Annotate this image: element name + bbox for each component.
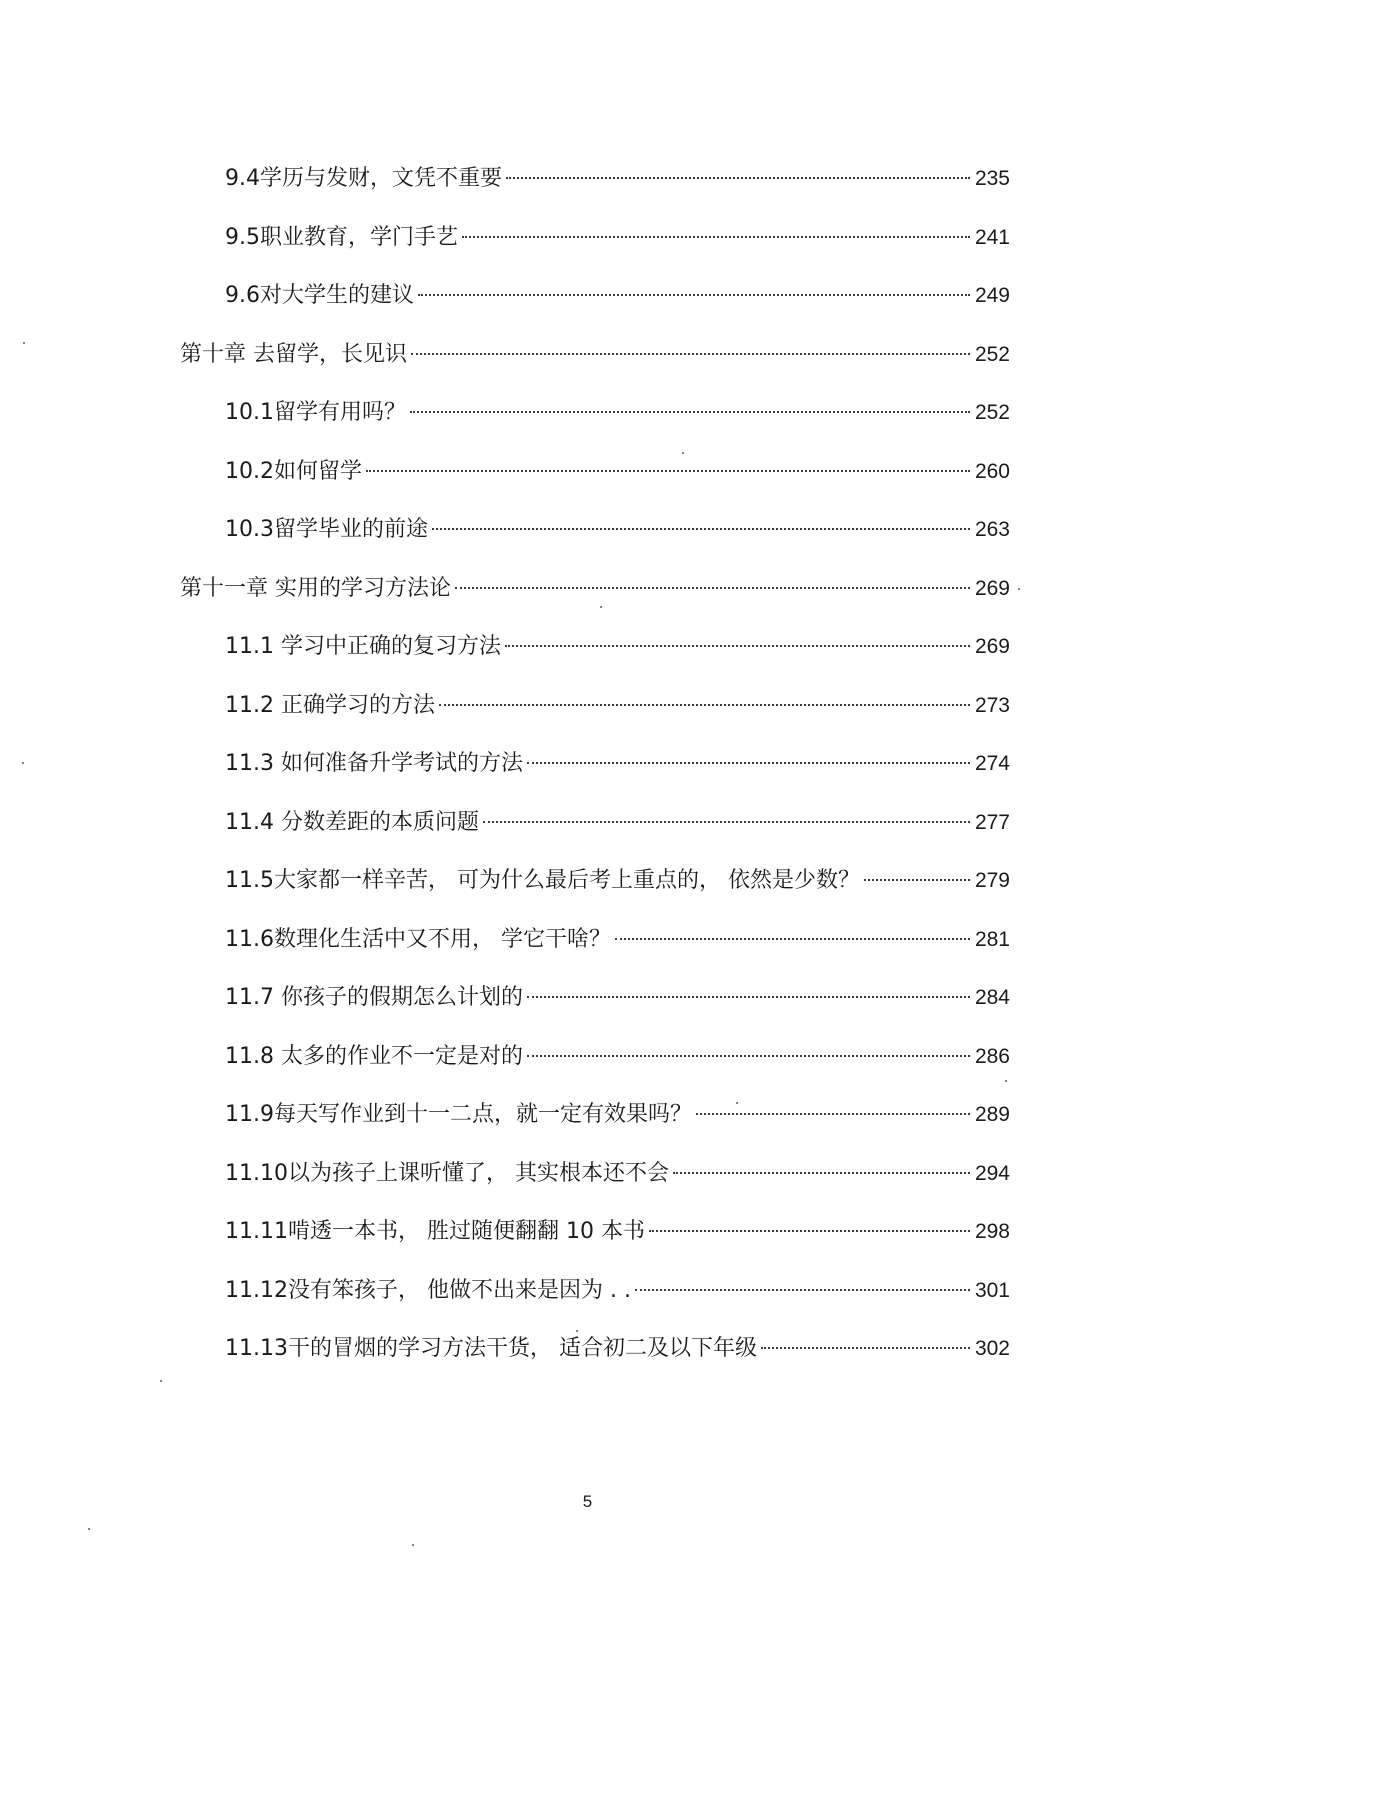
scan-speck — [22, 762, 24, 764]
toc-dot-leader — [761, 1347, 970, 1349]
toc-dot-leader — [527, 996, 970, 998]
toc-entry-title: 第十一章 实用的学习方法论 — [180, 575, 451, 601]
toc-entry-title: 11.4 分数差距的本质问题 — [225, 809, 479, 835]
toc-entry-page-number: 274 — [974, 752, 1010, 775]
toc-entry-page-number: 263 — [974, 518, 1010, 541]
toc-entry-title: 9.5职业教育，学门手艺 — [225, 224, 458, 250]
toc-section-entry — [180, 630, 1010, 689]
toc-section-entry — [180, 162, 1010, 221]
toc-entry-page-number: 260 — [974, 459, 1010, 483]
scan-speck — [682, 452, 684, 454]
toc-section-entry — [180, 396, 1010, 455]
toc-section-entry — [180, 1215, 1010, 1274]
toc-entry-page-number: 284 — [974, 986, 1010, 1009]
toc-dot-leader — [432, 528, 970, 530]
toc-entry-title: 11.7 你孩子的假期怎么计划的 — [225, 985, 523, 1010]
toc-dot-leader — [410, 411, 970, 413]
toc-dot-leader — [455, 587, 970, 589]
scan-speck — [1018, 588, 1020, 590]
scan-speck — [23, 342, 25, 344]
scan-speck — [160, 1380, 162, 1382]
toc-entry-title: 11.5大家都一样辛苦， 可为什么最后考上重点的， 依然是少数？ — [225, 868, 860, 893]
toc-entry-page-number: 289 — [974, 1103, 1010, 1126]
toc-dot-leader — [527, 1055, 970, 1057]
toc-entry-title: 11.11啃透一本书， 胜过随便翻翻 10 本书 — [225, 1219, 645, 1244]
scan-speck — [576, 1330, 578, 1332]
toc-entry-title: 11.1 学习中正确的复习方法 — [225, 634, 501, 659]
toc-entry-page-number: 241 — [974, 225, 1010, 249]
toc-entry-page-number: 249 — [974, 284, 1010, 307]
toc-entry-page-number: 281 — [974, 927, 1010, 951]
toc-entry-page-number: 277 — [974, 810, 1010, 834]
toc-entry-title: 11.8 太多的作业不一定是对的 — [225, 1043, 523, 1069]
toc-entry-page-number: 301 — [974, 1278, 1010, 1302]
table-of-contents — [180, 162, 1010, 1391]
toc-entry-page-number: 294 — [974, 1161, 1010, 1185]
toc-entry-page-number: 286 — [974, 1044, 1010, 1068]
toc-entry-title: 9.6对大学生的建议 — [225, 283, 414, 308]
toc-entry-title: 11.2 正确学习的方法 — [225, 692, 435, 718]
toc-section-entry — [180, 1098, 1010, 1157]
scan-speck — [736, 1102, 738, 1104]
toc-entry-title: 11.13干的冒烟的学习方法干货， 适合初二及以下年级 — [225, 1336, 757, 1361]
scan-speck — [412, 1544, 414, 1546]
toc-section-entry — [180, 923, 1010, 982]
toc-entry-title: 第十章 去留学，长见识 — [180, 341, 407, 367]
toc-section-entry — [180, 1040, 1010, 1099]
toc-dot-leader — [649, 1230, 970, 1232]
toc-entry-title: 11.9每天写作业到十一二点，就一定有效果吗？ — [225, 1102, 692, 1127]
scan-speck — [1005, 1080, 1007, 1082]
toc-entry-title: 11.12没有笨孩子， 他做不出来是因为 . . — [225, 1277, 631, 1303]
toc-entry-title: 11.10以为孩子上课听懂了， 其实根本还不会 — [225, 1160, 669, 1186]
toc-entry-page-number: 252 — [974, 401, 1010, 424]
toc-section-entry — [180, 981, 1010, 1040]
toc-entry-page-number: 269 — [974, 635, 1010, 658]
toc-dot-leader — [635, 1289, 970, 1291]
toc-entry-page-number: 252 — [974, 342, 1010, 366]
toc-dot-leader — [505, 645, 970, 647]
toc-dot-leader — [615, 938, 970, 940]
toc-entry-page-number: 235 — [974, 167, 1010, 190]
toc-section-entry — [180, 513, 1010, 572]
toc-dot-leader — [462, 236, 970, 238]
toc-dot-leader — [439, 704, 970, 706]
toc-entry-page-number: 279 — [974, 869, 1010, 892]
toc-section-entry — [180, 279, 1010, 338]
toc-entry-title: 10.2如何留学 — [225, 458, 362, 484]
toc-entry-title: 9.4学历与发财，文凭不重要 — [225, 166, 502, 191]
toc-entry-title: 10.3留学毕业的前途 — [225, 517, 428, 542]
toc-dot-leader — [673, 1172, 970, 1174]
toc-section-entry — [180, 1332, 1010, 1391]
toc-entry-page-number: 298 — [974, 1220, 1010, 1243]
toc-dot-leader — [864, 879, 970, 881]
toc-chapter-entry — [180, 572, 1010, 631]
toc-dot-leader — [696, 1113, 970, 1115]
toc-section-entry — [180, 864, 1010, 923]
toc-entry-title: 10.1留学有用吗？ — [225, 400, 406, 425]
toc-section-entry — [180, 689, 1010, 748]
toc-entry-page-number: 269 — [974, 576, 1010, 600]
toc-chapter-entry — [180, 338, 1010, 397]
toc-dot-leader — [483, 821, 970, 823]
toc-dot-leader — [506, 177, 970, 179]
toc-dot-leader — [366, 470, 970, 472]
toc-section-entry — [180, 1157, 1010, 1216]
toc-section-entry — [180, 221, 1010, 280]
toc-entry-page-number: 273 — [974, 693, 1010, 717]
toc-dot-leader — [411, 353, 970, 355]
toc-section-entry — [180, 455, 1010, 514]
toc-entry-page-number: 302 — [974, 1337, 1010, 1360]
scan-speck — [88, 1528, 90, 1530]
toc-dot-leader — [418, 294, 970, 296]
toc-section-entry — [180, 1274, 1010, 1333]
page-number: 5 — [582, 1492, 593, 1511]
toc-dot-leader — [527, 762, 970, 764]
toc-section-entry — [180, 806, 1010, 865]
scan-speck — [600, 606, 602, 608]
toc-entry-title: 11.3 如何准备升学考试的方法 — [225, 751, 523, 776]
toc-section-entry — [180, 747, 1010, 806]
toc-entry-title: 11.6数理化生活中又不用， 学它干啥？ — [225, 926, 611, 952]
